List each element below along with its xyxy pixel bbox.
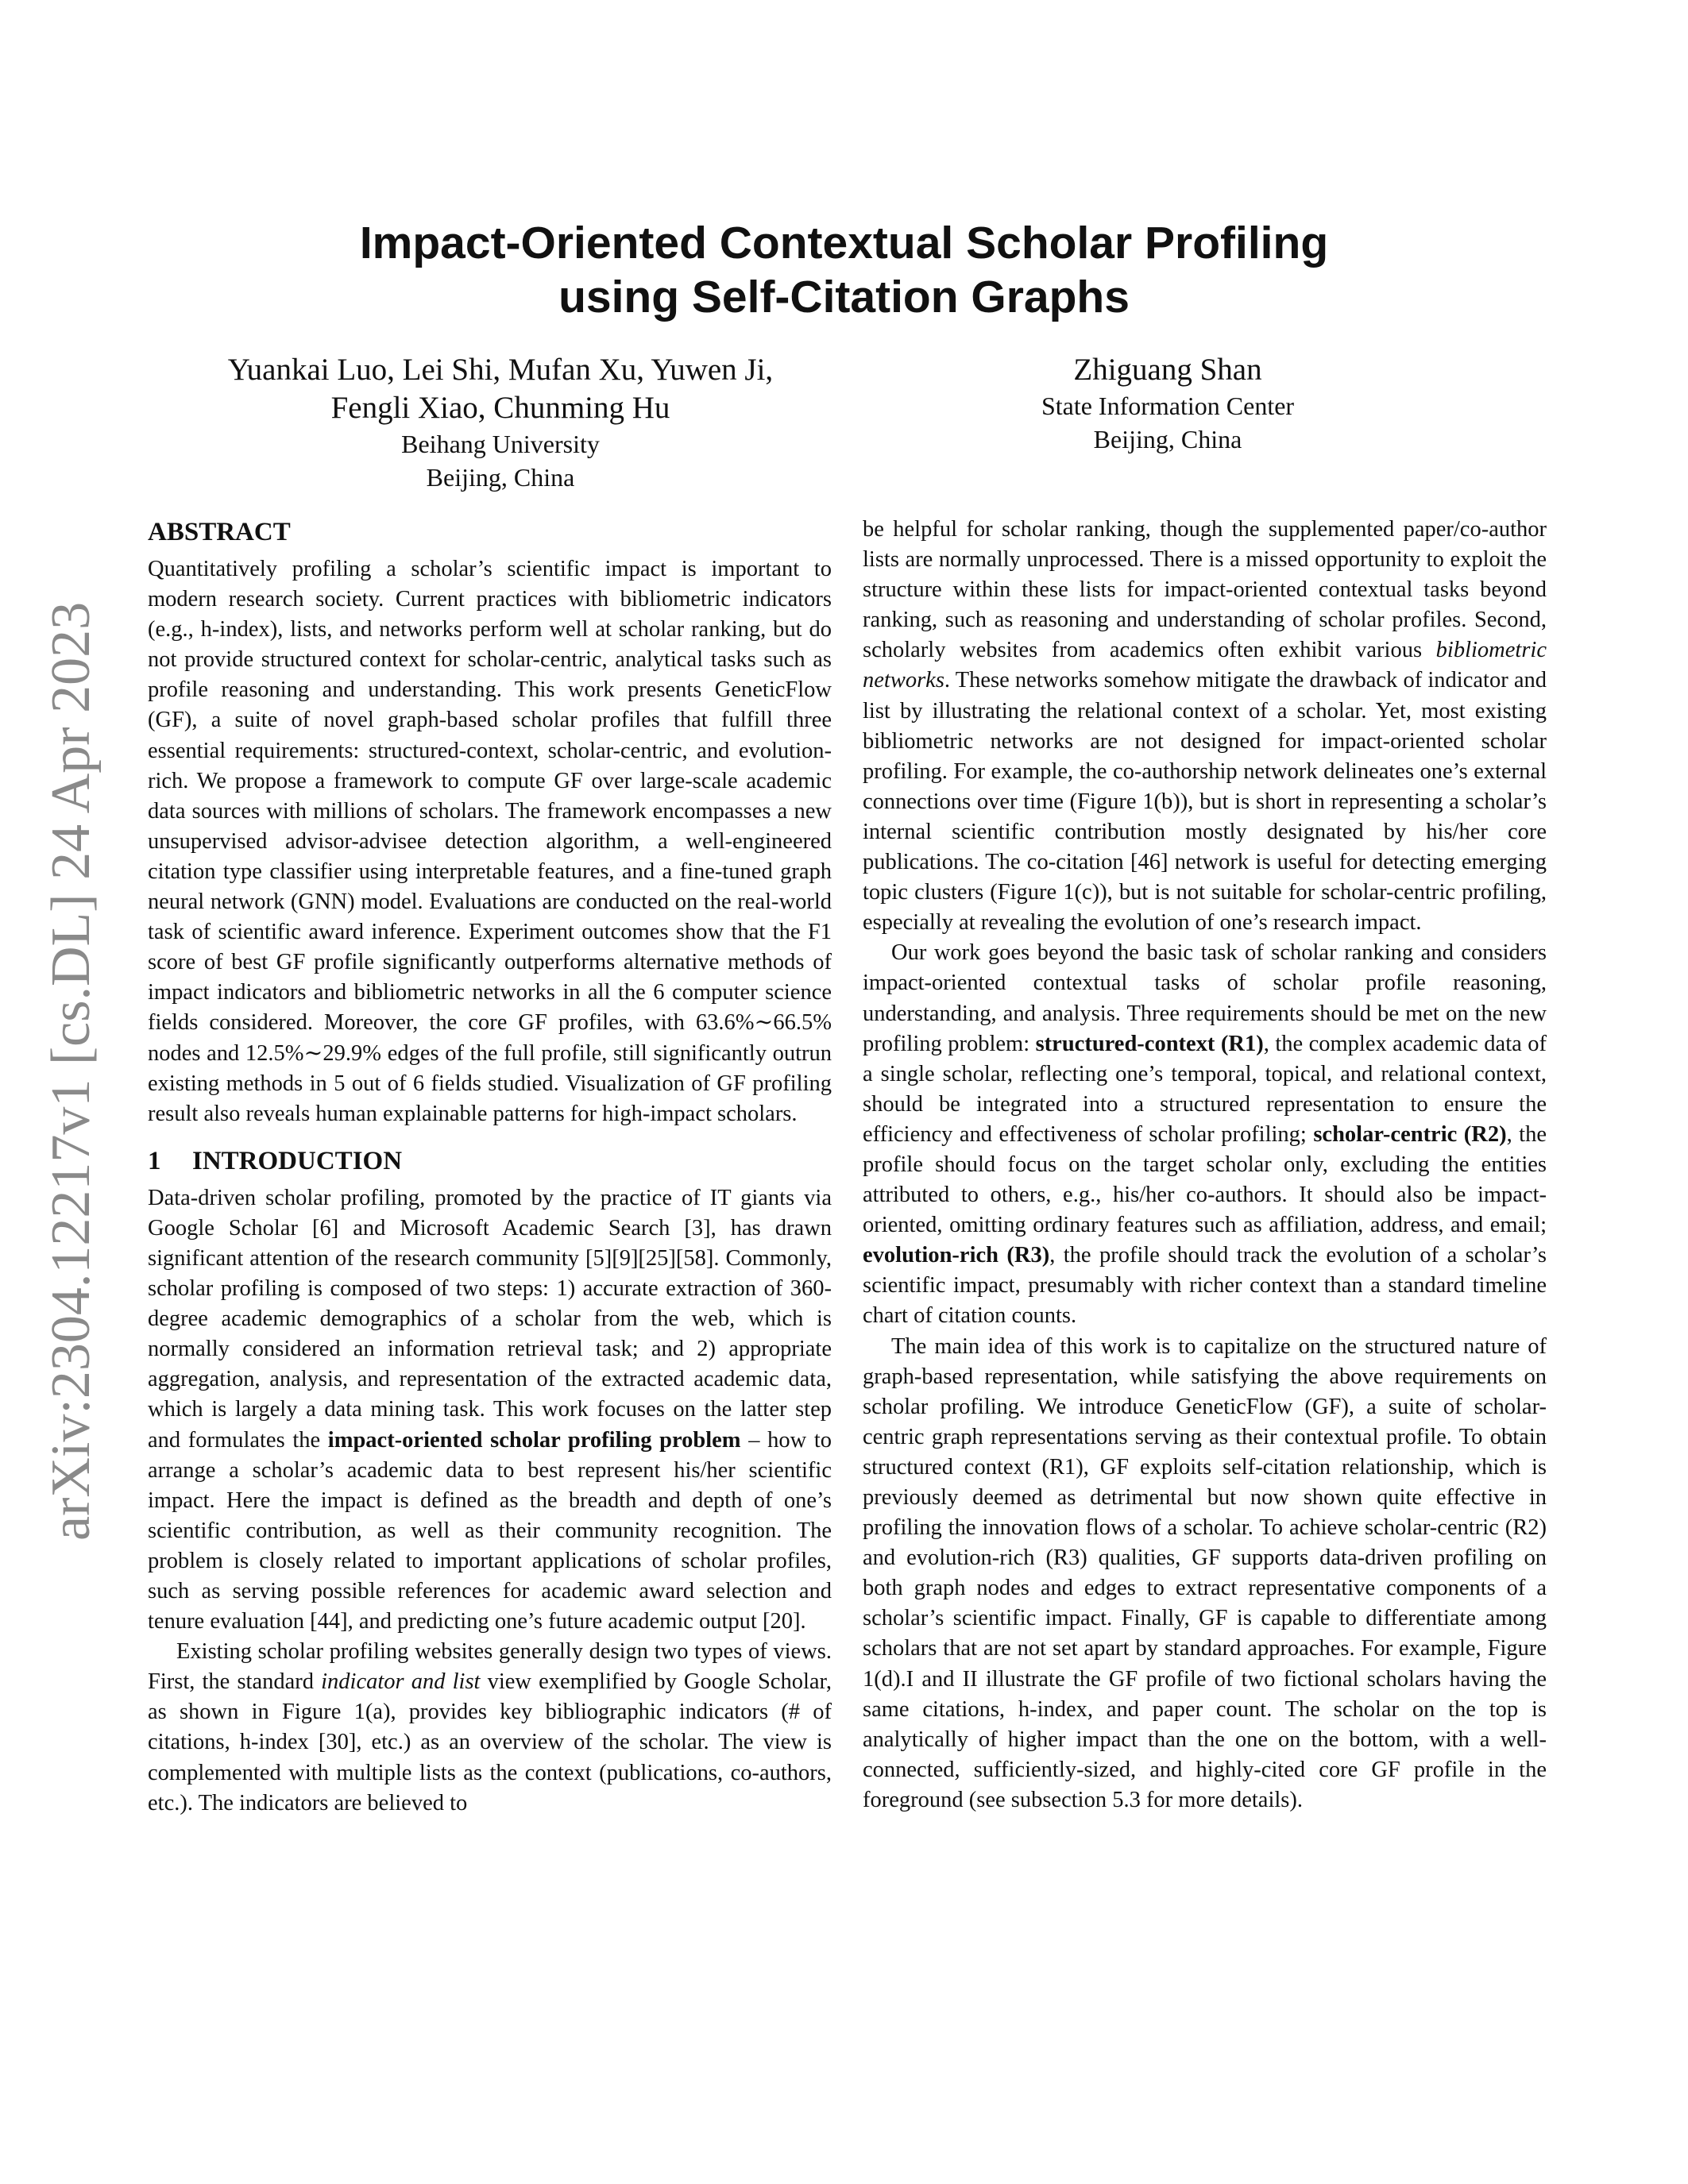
author-name: Zhiguang Shan (1073, 353, 1262, 387)
emphasis-bold: scholar-centric (R2) (1313, 1121, 1507, 1147)
left-column (148, 515, 832, 1819)
intro-paragraph-3 (863, 938, 1547, 1331)
section-number: 1 (148, 1146, 161, 1175)
author-block-right (1009, 351, 1327, 456)
intro-paragraph-1 (148, 1183, 832, 1637)
section-heading-introduction (148, 1144, 832, 1179)
arxiv-identifier: arXiv:2304.12217v1 [cs.DL] 24 Apr 2023 (41, 601, 102, 1541)
text-run: , the profile should track the evolution of a scholar’s scientific impact, presumably with richer context than a standard timeline chart of citation counts. (863, 1243, 1547, 1329)
author-affiliation: Beihang University (401, 430, 600, 458)
text-run: , the profile should focus on the target scholar only, excluding the entities attributed to others, e.g., his/her co-authors. It should also be impact-oriented, omitting ordinary features such as affiliation, address, and email; (863, 1121, 1547, 1238)
author-affiliation: State Information Center (1041, 392, 1295, 420)
author-location: Beijing, China (426, 463, 575, 492)
intro-paragraph-4: The main idea of this work is to capitalize on the structured nature of graph-based representation, while satisfying the above requirements on scholar profiling. We introduce GeneticFlow (GF), a suite of scholar-centric graph representations serving as their contextual profile. To obtain structured context (R1), GF exploits self-citation relationship, which is previously deemed as detrimental but now shown quite effective in profiling the innovation flows of a scholar. To achieve scholar-centric (R2) and evolution-rich (R3) qualities, GF supports data-driven profiling on both graph nodes and edges to extract representative components of a scholar’s scientific impact. Finally, GF is capable to differentiate among scholars that are not set apart by standard approaches. For example, Figure 1(d).I and II illustrate the GF profile of two fictional scholars having the same citations, h-index, and paper count. The scholar on the top is analytically of higher impact than the one on the bottom, with a well-connected, sufficiently-sized, and highly-cited core GF profile in the foreground (see subsection 5.3 for more details). (863, 1333, 1547, 1812)
emphasis-bold: structured-context (R1) (1035, 1031, 1264, 1056)
text-run: Data-driven scholar profiling, promoted by the practice of IT giants via Google Scholar [6] and Microsoft Academic Search [3], has drawn significant attention of the research community [5][9][25][58]. Commonly, scholar profiling is composed of two steps: 1) accurate extraction of 360-degree academic demographics of a scholar from the web, which is normally considered an information retrieval task; and 2) appropriate aggregation, analysis, and representation of the extracted academic data, which is largely a data mining task. This work focuses on the latter step and formulates the (148, 1185, 832, 1453)
section-title: INTRODUCTION (192, 1146, 403, 1175)
author-location: Beijing, China (1093, 425, 1242, 453)
author-block-left (151, 351, 850, 494)
abstract-heading: ABSTRACT (148, 518, 291, 546)
emphasis-italic: bibliometric networks (863, 638, 1547, 693)
text-run: view exemplified by Google Scholar, as shown in Figure 1(a), provides key bibliographic indicators (# of citations, h-index [30], etc.) as an overview of the scholar. The view is complemented with multiple lists as the context (publications, co-authors, etc.). The indicators are believed to (148, 1669, 832, 1815)
title-line-1: Impact-Oriented Contextual Scholar Profiling (359, 218, 1329, 268)
text-run: – how to arrange a scholar’s academic data to best represent his/her scientific impact. Here the impact is defined as the breadth and depth of one’s scientific contribution, as well as their community recognition. The problem is closely related to important applications of scholar profiles, such as serving possible references for academic award selection and tenure evaluation [44], and predicting one’s future academic output [20]. (148, 1427, 832, 1634)
right-column (863, 515, 1547, 1815)
intro-paragraph-2-continued (863, 515, 1547, 938)
text-run: Existing scholar profiling websites generally design two types of views. First, the standard (148, 1639, 832, 1695)
abstract-text: Quantitatively profiling a scholar’s scientific impact is important to modern research society. Current practices with bibliometric indicators (e.g., h-index), lists, and networks perform well at scholar ranking, but do not provide structured context for scholar-centric, analytical tasks such as profile reasoning and understanding. This work presents GeneticFlow (GF), a suite of novel graph-based scholar profiles that fulfill three essential requirements: structured-context, scholar-centric, and evolution-rich. We propose a framework to compute GF over large-scale academic data sources with millions of scholars. The framework encompasses a new unsupervised advisor-advisee detection algorithm, a well-engineered citation type classifier using interpretable features, and a fine-tuned graph neural network (GNN) model. Evaluations are conducted on the real-world task of scientific award inference. Experiment outcomes show that the F1 score of best GF profile significantly outperforms alternative methods of impact indicators and bibliometric networks in all the 6 computer science fields considered. Moreover, the core GF profiles, with 63.6%∼66.5% nodes and 12.5%∼29.9% edges of the full profile, still significantly outrun existing methods in 5 out of 6 fields studied. Visualization of GF profiling result also reveals human explainable patterns for high-impact scholars. (148, 557, 832, 1126)
text-run: , the complex academic data of a single scholar, reflecting one’s temporal, topical, and relational context, should be integrated into a structured representation to ensure the efficiency and effectiveness of scholar profiling; (863, 1031, 1547, 1147)
emphasis-bold: evolution-rich (R3) (863, 1243, 1050, 1268)
paper-title (0, 216, 1688, 324)
emphasis-bold: impact-oriented scholar profiling problem (327, 1427, 741, 1453)
text-run: . These networks somehow mitigate the drawback of indicator and list by illustrating the relational context of a scholar. Yet, most existing bibliometric networks are not designed for impact-oriented scholar profiling. For example, the co-authorship network delineates one’s external connections over time (Figure 1(b)), but is short in representing a scholar’s internal scientific contribution mostly designated by his/her core publications. The co-citation [46] network is useful for detecting emerging topic clusters (Figure 1(c)), but is not suitable for scholar-centric profiling, especially at revealing the evolution of one’s research impact. (863, 668, 1547, 936)
intro-paragraph-2 (148, 1637, 832, 1819)
author-names-line-2: Fengli Xiao, Chunming Hu (330, 391, 670, 425)
title-line-2: using Self-Citation Graphs (558, 272, 1130, 322)
text-run: be helpful for scholar ranking, though the supplemented paper/co-author lists are normally unprocessed. There is a missed opportunity to exploit the structure within these lists for impact-oriented contextual tasks beyond ranking, such as reasoning and understanding of scholar profiles. Second, scholarly websites from academics often exhibit various (863, 517, 1547, 663)
emphasis-italic: indicator and list (321, 1669, 481, 1695)
author-names-line-1: Yuankai Luo, Lei Shi, Mufan Xu, Yuwen Ji, (227, 353, 774, 387)
text-run: Our work goes beyond the basic task of scholar ranking and considers impact-oriented contextual tasks of scholar profile reasoning, understanding, and analysis. Three requirements should be met on the new profiling problem: (863, 940, 1547, 1056)
